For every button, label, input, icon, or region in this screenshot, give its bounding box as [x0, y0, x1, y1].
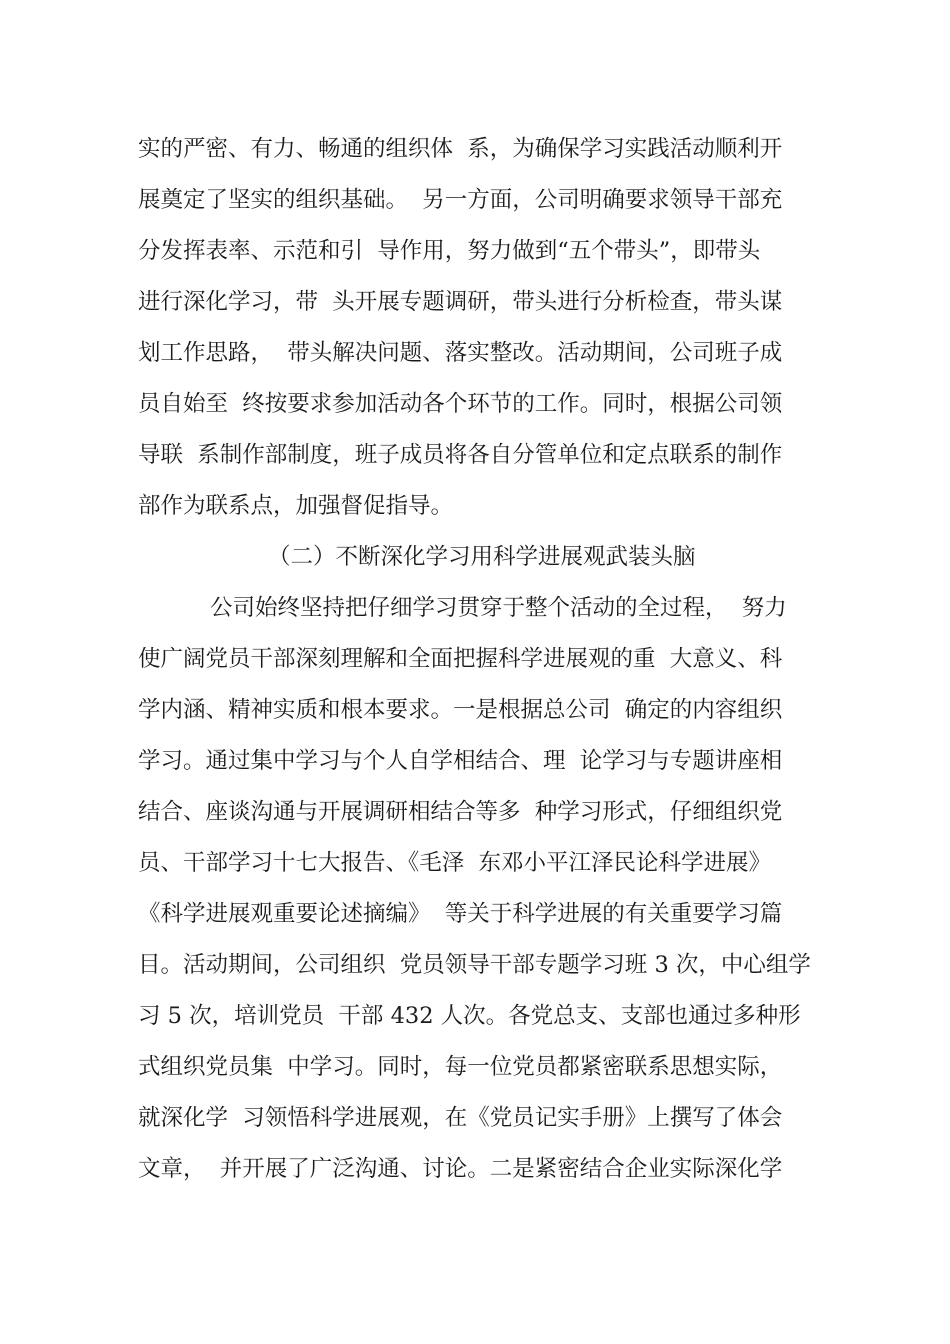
paragraph-2-line-12: 文章， 并开展了广泛沟通、讨论。二是紧密结合企业实际深化学	[138, 1156, 783, 1182]
paragraph-1-line-2: 展奠定了坚实的组织基础。 另一方面，公司明确要求领导干部充	[138, 187, 783, 213]
paragraph-1-line-1: 实的严密、有力、畅通的组织体 系，为确保学习实践活动顺利开	[138, 136, 783, 162]
paragraph-1-line-7: 导联 系制作部制度，班子成员将各自分管单位和定点联系的制作	[138, 442, 783, 468]
paragraph-2-line-10: 式组织党员集 中学习。同时，每一位党员都紧密联系思想实际，	[138, 1054, 783, 1080]
document-body	[138, 124, 838, 1195]
paragraph-2-line-8: 目。活动期间，公司组织 党员领导干部专题学习班 3 次，中心组学	[138, 952, 811, 978]
paragraph-1-line-4: 进行深化学习，带 头开展专题调研，带头进行分析检查，带头谋	[138, 289, 783, 315]
paragraph-2-line-4: 学习。通过集中学习与个人自学相结合、理 论学习与专题讲座相	[138, 748, 783, 774]
paragraph-2-line-6: 员、干部学习十七大报告、《毛泽 东邓小平江泽民论科学进展》	[138, 850, 772, 876]
paragraph-1-line-5: 划工作思路， 带头解决问题、落实整改。活动期间，公司班子成	[138, 340, 783, 366]
paragraph-2-line-7: 《科学进展观重要论述摘编》 等关于科学进展的有关重要学习篇	[138, 901, 783, 927]
paragraph-2-line-1: 公司始终坚持把仔细学习贯穿于整个活动的全过程， 努力	[210, 595, 787, 621]
section-heading: （二）不断深化学习用科学进展观武装头脑	[268, 544, 696, 570]
paragraph-1-line-3: 分发挥表率、示范和引 导作用，努力做到“五个带头”，即带头	[138, 238, 761, 264]
paragraph-2-line-5: 结合、座谈沟通与开展调研相结合等多 种学习形式，仔细组织党	[138, 799, 783, 825]
paragraph-1-line-6: 员自始至 终按要求参加活动各个环节的工作。同时，根据公司领	[138, 391, 783, 417]
paragraph-1-line-8: 部作为联系点，加强督促指导。	[138, 493, 454, 519]
paragraph-2-line-2: 使广阔党员干部深刻理解和全面把握科学进展观的重 大意义、科	[138, 646, 783, 672]
paragraph-2-line-11: 就深化学 习领悟科学进展观，在《党员记实手册》上撰写了体会	[138, 1105, 783, 1131]
paragraph-2-line-9: 习 5 次，培训党员 干部 432 人次。各党总支、支部也通过多种形	[138, 1003, 801, 1029]
paragraph-2-line-3: 学内涵、精神实质和根本要求。一是根据总公司 确定的内容组织	[138, 697, 783, 723]
